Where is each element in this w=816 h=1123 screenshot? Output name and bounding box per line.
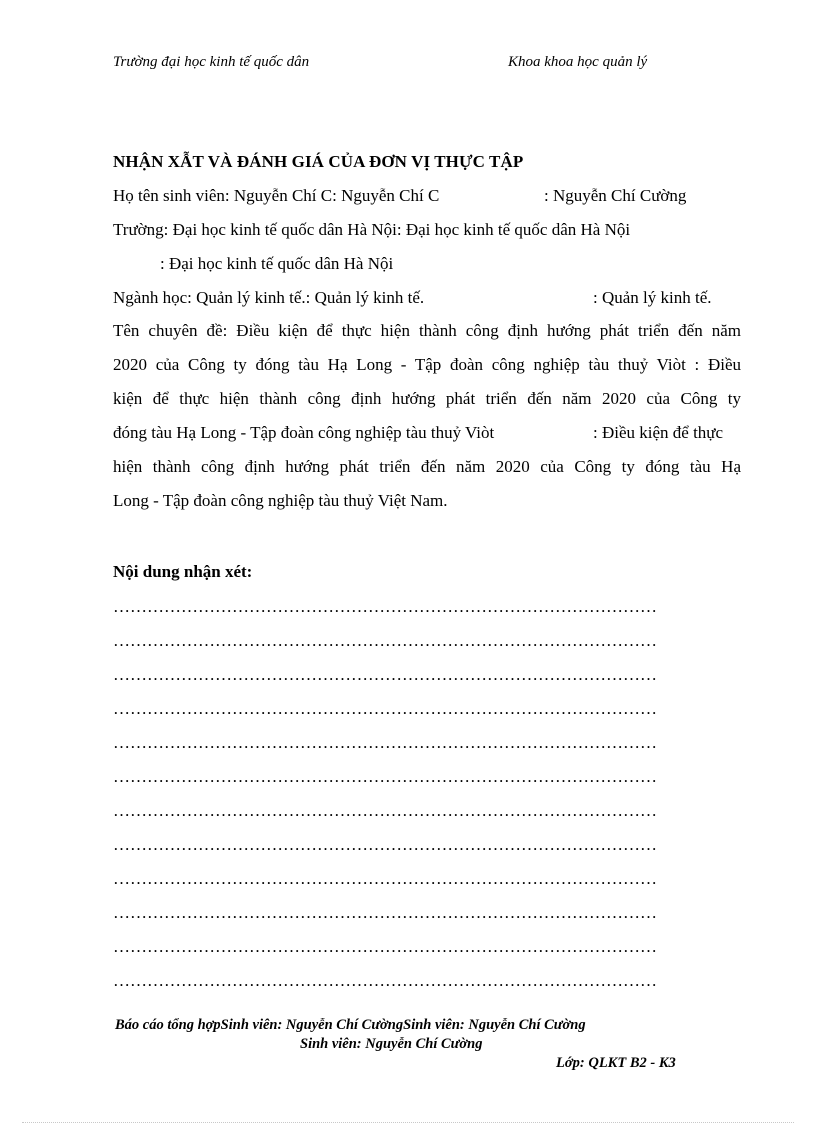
topic-line: 2020 của Công ty đóng tàu Hạ Long - Tập đoàn công nghiệp tàu thuỷ Viòt : Điều	[113, 355, 741, 374]
comments-title: Nội dung nhận xét:	[113, 562, 253, 581]
topic-line-tail: : Điều kiện để thực	[593, 423, 724, 442]
dotted-line: ……………………………………………………………………………………	[113, 733, 657, 752]
topic-line: kiện để thực hiện thành công định hướng phát triển đến năm 2020 của Công ty	[113, 389, 741, 408]
topic-line: Long - Tập đoàn công nghiệp tàu thuỷ Việt Nam.	[113, 491, 448, 510]
topic-line-split	[113, 416, 741, 450]
major-line: Ngành học: Quản lý kinh tế.: Quản lý kinh tế.	[113, 288, 425, 307]
major-tail: : Quản lý kinh tế.	[593, 288, 712, 307]
dotted-line: ……………………………………………………………………………………	[113, 937, 657, 956]
dotted-line: ……………………………………………………………………………………	[113, 699, 657, 718]
student-name-tail: : Nguyễn Chí Cường	[544, 186, 687, 205]
dotted-line: ……………………………………………………………………………………	[113, 665, 657, 684]
dotted-line: ……………………………………………………………………………………	[113, 767, 657, 786]
dotted-line: ……………………………………………………………………………………	[113, 801, 657, 820]
student-name-line: Họ tên sinh viên: Nguyễn Chí C: Nguyễn Chí C	[113, 186, 440, 205]
header-university: Trường đại học kinh tế quốc dân	[113, 54, 310, 70]
dotted-line: ……………………………………………………………………………………	[113, 835, 657, 854]
dotted-line: ……………………………………………………………………………………	[113, 597, 657, 616]
dotted-line: ……………………………………………………………………………………	[113, 869, 657, 888]
topic-line: Tên chuyên đề: Điều kiện để thực hiện thành công định hướng phát triển đến năm	[113, 321, 741, 340]
school-line: Trường: Đại học kinh tế quốc dân Hà Nội: Đại học kinh tế quốc dân Hà Nội	[113, 220, 631, 239]
dotted-line: ……………………………………………………………………………………	[113, 903, 657, 922]
header-faculty: Khoa khoa học quản lý	[508, 54, 648, 70]
topic-line: đóng tàu Hạ Long - Tập đoàn công nghiệp tàu thuỷ Viòt	[113, 423, 495, 442]
footer-line-2: Sinh viên: Nguyễn Chí Cường	[300, 1036, 483, 1052]
footer-class: Lớp: QLKT B2 - K3	[556, 1055, 676, 1071]
dotted-line: ……………………………………………………………………………………	[113, 971, 657, 990]
page-title: NHẬN XẪT VÀ ĐÁNH GIÁ CỦA ĐƠN VỊ THỰC TẬP	[113, 152, 524, 171]
school-tail: : Đại học kinh tế quốc dân Hà Nội	[160, 254, 394, 273]
dotted-line: ……………………………………………………………………………………	[113, 631, 657, 650]
footer-line-1: Báo cáo tổng hợpSinh viên: Nguyễn Chí CườngSinh viên: Nguyễn Chí Cường	[115, 1017, 586, 1033]
topic-line: hiện thành công định hướng phát triển đến năm 2020 của Công ty đóng tàu Hạ	[113, 457, 741, 476]
topic-paragraph	[113, 314, 741, 518]
